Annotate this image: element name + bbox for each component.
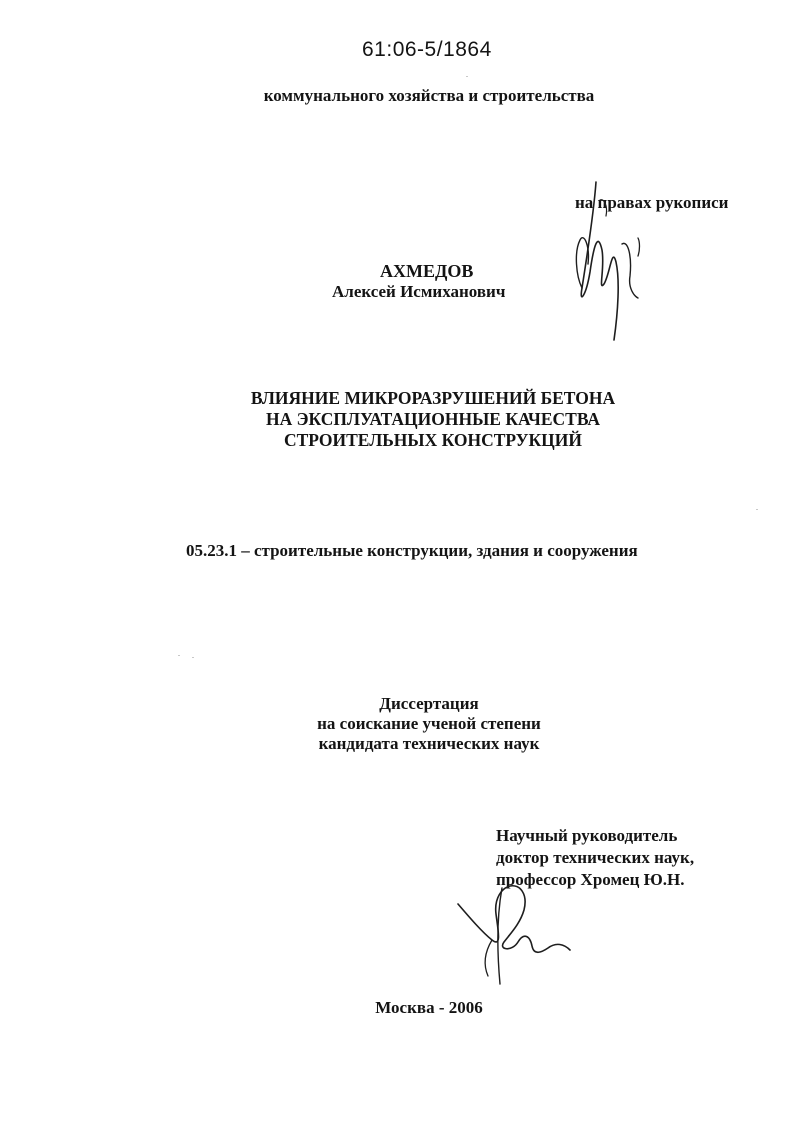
- author-signature: [568, 180, 648, 350]
- scan-speck: [178, 655, 180, 656]
- title-line: НА ЭКСПЛУАТАЦИОННЫЕ КАЧЕСТВА: [265, 409, 601, 429]
- supervisor-line: профессор Хромец Ю.Н.: [496, 870, 685, 889]
- author-surname: АХМЕДОВ: [380, 261, 474, 281]
- manuscript-note: на правах рукописи: [575, 193, 729, 212]
- specialty-code: 05.23.1 – строительные конструкции, здания и сооружения: [186, 541, 638, 560]
- city-year: Москва - 2006: [375, 998, 483, 1017]
- scan-speck: [466, 76, 468, 77]
- degree-line: Диссертация: [379, 694, 479, 713]
- degree-statement: [0, 694, 798, 754]
- supervisor-line: доктор технических наук,: [496, 848, 695, 867]
- supervisor-line: Научный руководитель: [496, 826, 678, 845]
- degree-line: кандидата технических наук: [318, 734, 540, 753]
- catalog-number: 61:06-5/1864: [362, 38, 492, 61]
- institution-line: коммунального хозяйства и строительства: [263, 86, 595, 105]
- scan-speck: [192, 657, 194, 658]
- degree-line: на соискание ученой степени: [317, 714, 541, 733]
- dissertation-title: [0, 388, 798, 451]
- scan-speck: [756, 509, 758, 510]
- supervisor-signature: [452, 880, 572, 990]
- author-given-names: Алексей Исмиханович: [332, 282, 506, 301]
- title-line: ВЛИЯНИЕ МИКРОРАЗРУШЕНИЙ БЕТОНА: [250, 388, 616, 408]
- title-line: СТРОИТЕЛЬНЫХ КОНСТРУКЦИЙ: [283, 430, 583, 450]
